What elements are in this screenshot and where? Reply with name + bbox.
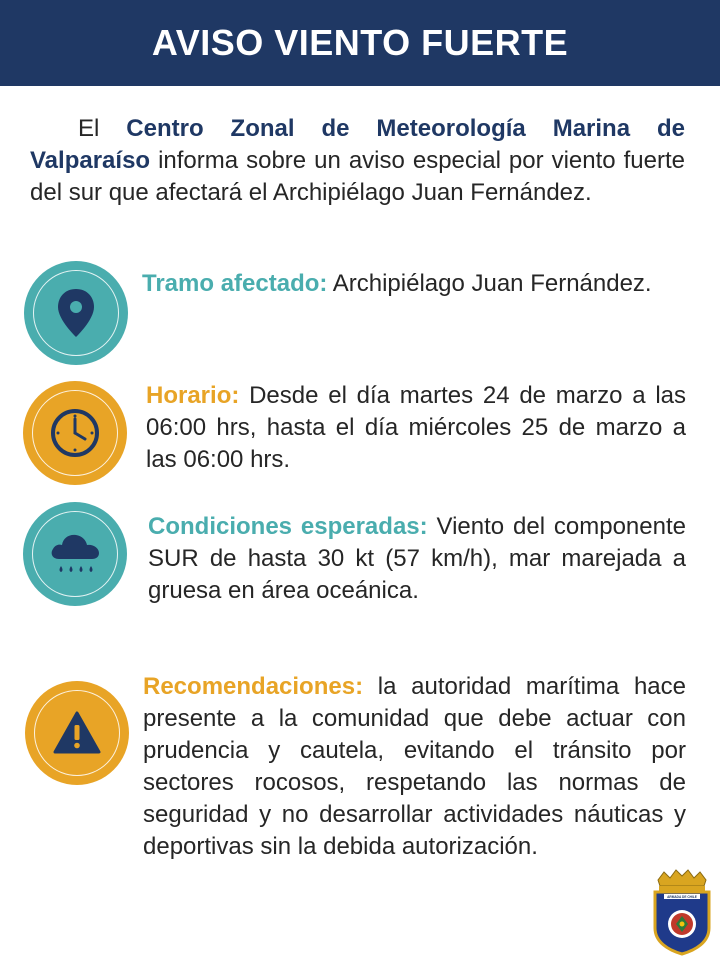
clock-badge (23, 381, 127, 485)
tramo-text: Archipiélago Juan Fernández. (327, 270, 652, 297)
location-badge (24, 261, 128, 365)
location-pin-icon (54, 287, 98, 339)
intro-post: informa sobre un aviso especial por viento fuerte del sur que afectará el Archipiélago Juan Fernández. (30, 147, 685, 206)
intro-pre: El (78, 115, 127, 142)
item-condiciones (148, 511, 686, 607)
warning-badge (25, 681, 129, 785)
tramo-label: Tramo afectado: (142, 270, 328, 297)
item-horario (146, 380, 686, 476)
seal-text: ARMADA DE CHILE (667, 895, 697, 900)
condiciones-text: Viento del componente SUR de hasta 30 kt (57 km/h), mar marejada a gruesa en área oceánica. (148, 513, 686, 604)
horario-label: Horario: (146, 382, 240, 409)
header-banner (0, 0, 720, 86)
intro-paragraph (30, 113, 685, 209)
armada-crest-icon (650, 866, 714, 956)
page-title: AVISO VIENTO FUERTE (151, 22, 569, 63)
condiciones-label: Condiciones esperadas: (148, 513, 428, 540)
intro-organization: Centro Zonal de Meteorología Marina de Valparaíso (30, 115, 685, 174)
recomendaciones-label: Recomendaciones: (143, 673, 364, 700)
item-recomendaciones (143, 671, 686, 863)
horario-text: Desde el día martes 24 de marzo a las 06:00 hrs, hasta el día miércoles 25 de marzo a las 06:00 hrs. (146, 382, 686, 473)
rain-cloud-icon (47, 529, 103, 579)
warning-icon (52, 710, 102, 756)
item-tramo (142, 268, 686, 300)
recomendaciones-text: la autoridad marítima hace presente a la comunidad que debe actuar con prudencia y cautela, evitando el tránsito por sectores rocosos, respetando las normas de seguridad y no desarrollar actividades náuticas y deportivas sin la debida autorización. (143, 673, 686, 860)
weather-badge (23, 502, 127, 606)
clock-icon (49, 407, 101, 459)
